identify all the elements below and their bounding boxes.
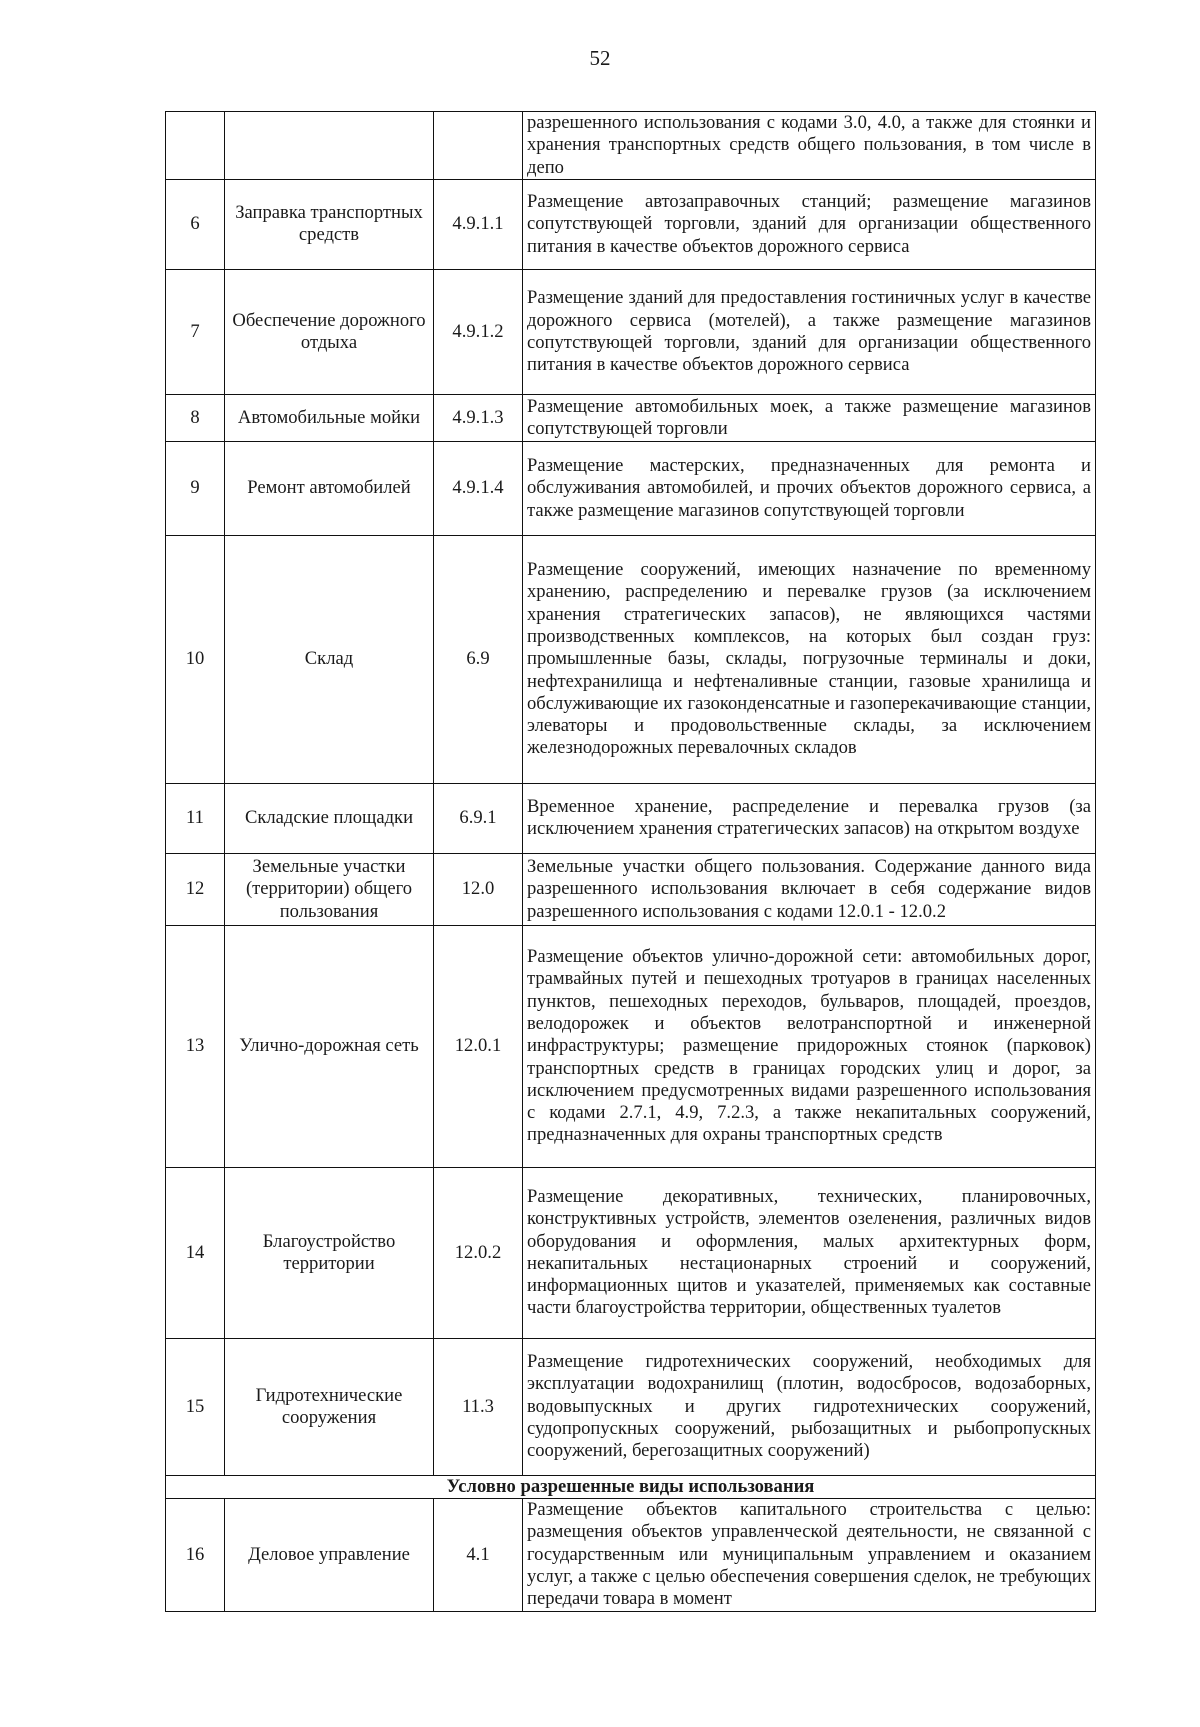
row-code: 4.9.1.4 bbox=[434, 441, 523, 535]
row-description: Временное хранение, распределение и перевалка грузов (за исключением хранения стратегических запасов) на открытом воздухе bbox=[523, 783, 1096, 853]
table-row bbox=[166, 1167, 1096, 1338]
row-number: 7 bbox=[166, 269, 225, 394]
row-description: Размещение автомобильных моек, а также размещение магазинов сопутствующей торговли bbox=[523, 394, 1096, 441]
row-name: Деловое управление bbox=[225, 1499, 434, 1611]
row-name: Складские площадки bbox=[225, 783, 434, 853]
row-number: 16 bbox=[166, 1499, 225, 1611]
section-row bbox=[166, 1475, 1096, 1498]
row-name bbox=[225, 112, 434, 180]
table-row bbox=[166, 179, 1096, 269]
row-description: Размещение мастерских, предназначенных для ремонта и обслуживания автомобилей, и прочих объектов дорожного сервиса, а также размещение магазинов сопутствующей торговли bbox=[523, 441, 1096, 535]
row-code: 4.9.1.2 bbox=[434, 269, 523, 394]
table-row bbox=[166, 441, 1096, 535]
row-number: 15 bbox=[166, 1338, 225, 1475]
row-name: Благоустройство территории bbox=[225, 1167, 434, 1338]
row-number: 8 bbox=[166, 394, 225, 441]
row-code: 12.0 bbox=[434, 853, 523, 925]
table-row bbox=[166, 853, 1096, 925]
row-number: 6 bbox=[166, 179, 225, 269]
row-name: Ремонт автомобилей bbox=[225, 441, 434, 535]
row-description: Размещение декоративных, технических, планировочных, конструктивных устройств, элементов озеленения, различных видов оборудования и оформления, малых архитектурных форм, некапитальных нестационарных строений и сооружений, информационных щитов и указателей, применяемых как составные части благоустройства территории, общественных туалетов bbox=[523, 1167, 1096, 1338]
table-row bbox=[166, 535, 1096, 783]
table-row bbox=[166, 783, 1096, 853]
row-name: Гидротехнические сооружения bbox=[225, 1338, 434, 1475]
row-number: 11 bbox=[166, 783, 225, 853]
row-description: разрешенного использования с кодами 3.0, 4.0, а также для стоянки и хранения транспортных средств общего пользования, в том числе в депо bbox=[523, 112, 1096, 180]
row-description: Земельные участки общего пользования. Содержание данного вида разрешенного использования включает в себя содержание видов разрешенного использования с кодами 12.0.1 - 12.0.2 bbox=[523, 853, 1096, 925]
page-number: 52 bbox=[589, 46, 611, 70]
row-number: 10 bbox=[166, 535, 225, 783]
land-use-table bbox=[165, 111, 1096, 1612]
section-title: Условно разрешенные виды использования bbox=[166, 1475, 1096, 1498]
row-code: 4.9.1.3 bbox=[434, 394, 523, 441]
row-number: 9 bbox=[166, 441, 225, 535]
row-name: Земельные участки (территории) общего пользования bbox=[225, 853, 434, 925]
row-number: 13 bbox=[166, 925, 225, 1167]
row-description: Размещение зданий для предоставления гостиничных услуг в качестве дорожного сервиса (мотелей), а также размещение магазинов сопутствующей торговли, зданий для организации общественного питания в качестве объектов дорожного сервиса bbox=[523, 269, 1096, 394]
row-code: 6.9.1 bbox=[434, 783, 523, 853]
row-description: Размещение гидротехнических сооружений, необходимых для эксплуатации водохранилищ (плотин, водосбросов, водозаборных, водовыпускных и других гидротехнических сооружений, судопропускных сооружений, рыбозащитных и рыбопропускных сооружений, берегозащитных сооружений) bbox=[523, 1338, 1096, 1475]
row-description: Размещение объектов капитального строительства с целью: размещения объектов управленческой деятельности, не связанной с государственным или муниципальным управлением и оказанием услуг, а также с целью обеспечения совершения сделок, не требующих передачи товара в момент bbox=[523, 1499, 1096, 1611]
row-name: Обеспечение дорожного отдыха bbox=[225, 269, 434, 394]
table-row bbox=[166, 1499, 1096, 1611]
row-number bbox=[166, 112, 225, 180]
row-code: 12.0.2 bbox=[434, 1167, 523, 1338]
row-name: Заправка транспортных средств bbox=[225, 179, 434, 269]
row-name: Склад bbox=[225, 535, 434, 783]
row-name: Автомобильные мойки bbox=[225, 394, 434, 441]
row-code: 4.9.1.1 bbox=[434, 179, 523, 269]
table-row bbox=[166, 1338, 1096, 1475]
row-description: Размещение сооружений, имеющих назначение по временному хранению, распределению и перевалке грузов (за исключением хранения стратегических запасов), не являющихся частями производственных комплексов, на которых был создан груз: промышленные базы, склады, погрузочные терминалы и доки, нефтехранилища и нефтеналивные станции, газовые хранилища и обслуживающие их газоконденсатные и газоперекачивающие станции, элеваторы и продовольственные склады, за исключением железнодорожных перевалочных складов bbox=[523, 535, 1096, 783]
table-row bbox=[166, 112, 1096, 180]
table-row bbox=[166, 394, 1096, 441]
row-code: 6.9 bbox=[434, 535, 523, 783]
row-code bbox=[434, 112, 523, 180]
table-row bbox=[166, 269, 1096, 394]
table-row bbox=[166, 925, 1096, 1167]
row-name: Улично-дорожная сеть bbox=[225, 925, 434, 1167]
row-number: 14 bbox=[166, 1167, 225, 1338]
row-code: 12.0.1 bbox=[434, 925, 523, 1167]
row-description: Размещение автозаправочных станций; размещение магазинов сопутствующей торговли, зданий для организации общественного питания в качестве объектов дорожного сервиса bbox=[523, 179, 1096, 269]
row-description: Размещение объектов улично-дорожной сети: автомобильных дорог, трамвайных путей и пешеходных тротуаров в границах населенных пунктов, пешеходных переходов, бульваров, площадей, проездов, велодорожек и объектов велотранспортной и инженерной инфраструктуры; размещение придорожных стоянок (парковок) транспортных средств в границах городских улиц и дорог, за исключением предусмотренных видами разрешенного использования с кодами 2.7.1, 4.9, 7.2.3, а также некапитальных сооружений, предназначенных для охраны транспортных средств bbox=[523, 925, 1096, 1167]
row-code: 4.1 bbox=[434, 1499, 523, 1611]
row-code: 11.3 bbox=[434, 1338, 523, 1475]
row-number: 12 bbox=[166, 853, 225, 925]
